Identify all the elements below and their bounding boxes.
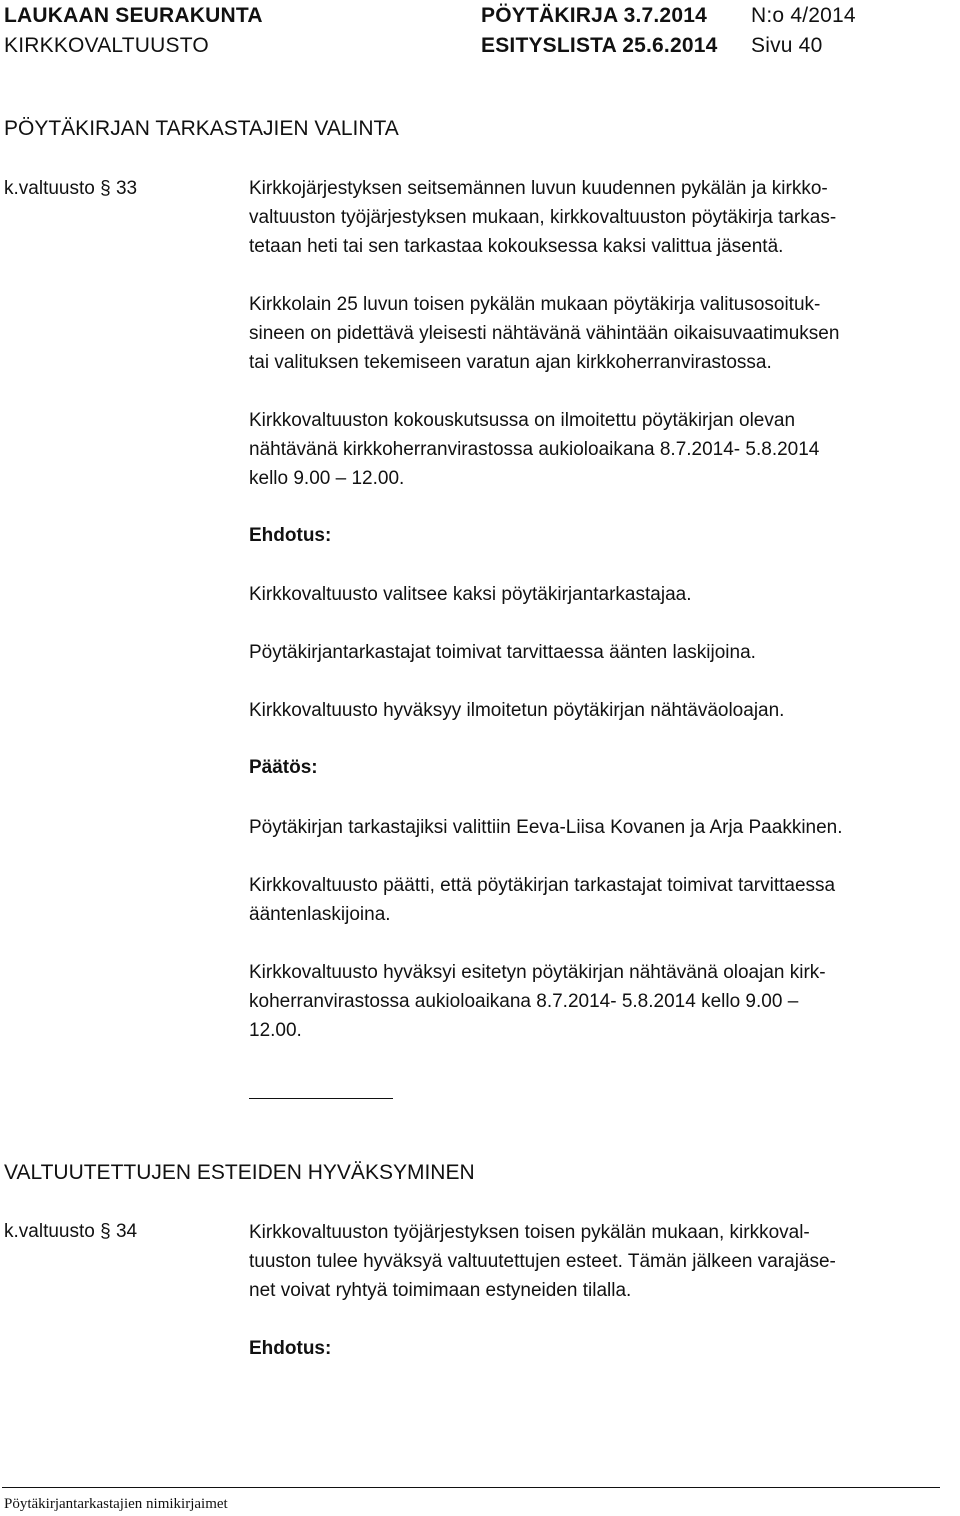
proposal-item: Kirkkovaltuusto hyväksyy ilmoitetun pöytäkirjan nähtäväoloajan. (249, 700, 785, 721)
body-name: KIRKKOVALTUUSTO (4, 34, 209, 57)
proposal-item: Kirkkovaltuusto valitsee kaksi pöytäkirjantarkastajaa. (249, 584, 692, 605)
footer-text: Pöytäkirjantarkastajien nimikirjaimet (4, 1496, 228, 1512)
footer-divider (2, 1487, 940, 1488)
body-paragraph: Kirkkojärjestyksen seitsemännen luvun kuudennen pykälän ja kirkko- valtuuston työjärjestyksen mukaan, kirkkovaltuuston pöytäkirja tarkas- tetaan heti tai sen tarkastaa kokouksessa kaksi valittua jäsentä. (249, 178, 837, 257)
decision-paragraph: Pöytäkirjan tarkastajiksi valittiin Eeva-Liisa Kovanen ja Arja Paakkinen. (249, 817, 843, 838)
section-title: PÖYTÄKIRJAN TARKASTAJIEN VALINTA (4, 117, 399, 140)
decision-label: Päätös: (249, 757, 318, 778)
section-reference: k.valtuusto § 34 (4, 1221, 138, 1242)
section-title: VALTUUTETTUJEN ESTEIDEN HYVÄKSYMINEN (4, 1161, 475, 1184)
proposal-label: Ehdotus: (249, 525, 332, 546)
body-paragraph: Kirkkovaltuuston työjärjestyksen toisen pykälän mukaan, kirkkoval- tuuston tulee hyväksyä valtuutettujen esteet. Tämän jälkeen varajäse- net voivat ryhtyä toimimaan estyneiden tilalla. (249, 1222, 836, 1301)
minutes-date: PÖYTÄKIRJA 3.7.2014 (481, 4, 707, 27)
signature-divider (249, 1098, 393, 1099)
org-name: LAUKAAN SEURAKUNTA (4, 4, 263, 27)
body-paragraph: Kirkkolain 25 luvun toisen pykälän mukaan pöytäkirja valitusosoituk- sineen on pidettävä yleisesti nähtävänä vähintään oikaisuvaatimuksen tai valituksen tekemiseen varatun ajan kirkkoherranvirastossa. (249, 294, 840, 373)
agenda-date: ESITYSLISTA 25.6.2014 (481, 34, 718, 57)
document-number: N:o 4/2014 (751, 4, 856, 27)
proposal-item: Pöytäkirjantarkastajat toimivat tarvittaessa äänten laskijoina. (249, 642, 756, 663)
body-paragraph: Kirkkovaltuuston kokouskutsussa on ilmoitettu pöytäkirjan olevan nähtävänä kirkkoherranvirastossa aukioloaikana 8.7.2014- 5.8.2014 kello 9.00 – 12.00. (249, 410, 820, 489)
decision-paragraph: Kirkkovaltuusto hyväksyi esitetyn pöytäkirjan nähtävänä oloajan kirk- koherranvirastossa aukioloaikana 8.7.2014- 5.8.2014 kello 9.00 – 12.00. (249, 962, 826, 1041)
page-number: Sivu 40 (751, 34, 823, 57)
section-reference: k.valtuusto § 33 (4, 178, 138, 199)
decision-paragraph: Kirkkovaltuusto päätti, että pöytäkirjan tarkastajat toimivat tarvittaessa ääntenlaskijoina. (249, 875, 836, 925)
proposal-label: Ehdotus: (249, 1338, 332, 1359)
